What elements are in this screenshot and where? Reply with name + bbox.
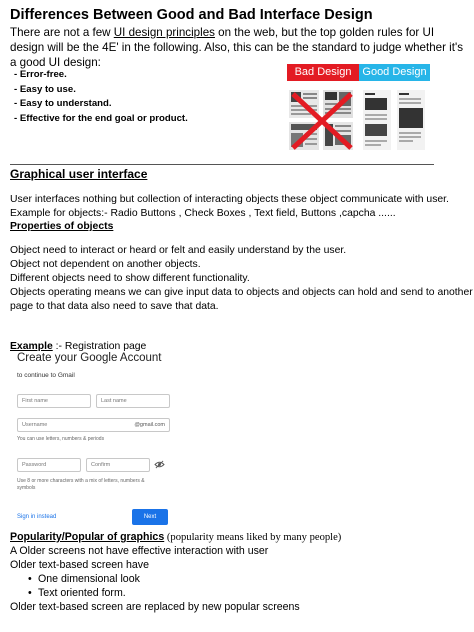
property-item: Object not dependent on another objects. [10,259,201,270]
form-title: Create your Google Account [17,352,162,364]
username-note: You can use letters, numbers & periods [17,436,105,442]
intro-text-rest: on the web, but the top golden rules for UI design will be the 4E' in the following. Also, this can be the standard to judge whether it's a good UI design: [10,26,463,69]
username-field[interactable] [17,418,170,432]
sign-in-instead-link[interactable]: Sign in instead [17,514,57,520]
gui-line-2: Example for objects:- Radio Buttons , Check Boxes , Text field, Buttons ,capcha ...... [10,208,396,219]
example-label: Example [10,341,53,352]
properties-heading: Properties of objects [10,221,114,232]
rules-list [14,68,188,126]
section-divider [10,164,434,165]
popularity-line-2: Older text-based screen have [10,559,149,571]
username-placeholder: Username [22,422,48,428]
rule-item: - Easy to use. [14,83,188,98]
gui-heading: Graphical user interface [10,167,148,181]
confirm-field[interactable]: Confirm [86,458,150,472]
password-note: Use 8 or more characters with a mix of letters, numbers & symbols [17,478,145,491]
bad-design-thumbnail [289,90,355,150]
registration-form-screenshot [12,352,180,532]
example-text: :- Registration page [52,341,147,352]
first-name-field[interactable]: First name [17,394,91,408]
gmail-suffix: @gmail.com [134,422,165,428]
gui-line-1: User interfaces nothing but collection of interacting objects these object communicate with user. [10,194,449,205]
bad-design-label: Bad Design [287,64,359,81]
property-item: Object need to interact or heard or felt and easily understand by the user. [10,245,347,256]
page-title: Differences Between Good and Bad Interface Design [10,7,373,23]
popularity-heading: Popularity/Popular of graphics [10,531,165,543]
bad-vs-good-image [287,64,430,152]
popularity-paren: (popularity means liked by many people) [164,532,342,543]
password-field[interactable]: Password [17,458,81,472]
x-mark-icon [293,94,351,148]
property-item: Objects operating means we can give input data to objects and objects can hold and send to another [10,287,473,298]
next-button[interactable]: Next [132,509,168,525]
ui-principles-link[interactable]: UI design principles [113,26,215,39]
popularity-line [10,530,341,545]
eye-off-icon[interactable] [154,460,165,469]
popularity-line-3: Older text-based screen are replaced by new popular screens [10,601,300,613]
property-item: Different objects need to show different functionality. [10,273,250,284]
last-name-field[interactable]: Last name [96,394,170,408]
form-subtitle: to continue to Gmail [17,372,75,379]
rule-item: - Easy to understand. [14,97,188,112]
good-design-thumbnail [363,90,427,150]
good-design-label: Good Design [359,64,430,81]
intro-text: There are not a few [10,26,114,39]
rule-item: - Effective for the end goal or product. [14,112,188,127]
property-item: page to that data also need to save that data. [10,301,219,312]
popularity-bullet: • One dimensional look [38,572,140,586]
popularity-line-1: A Older screens not have effective interaction with user [10,545,269,557]
popularity-bullet: • Text oriented form. [38,586,126,600]
rule-item: - Error-free. [14,68,188,83]
